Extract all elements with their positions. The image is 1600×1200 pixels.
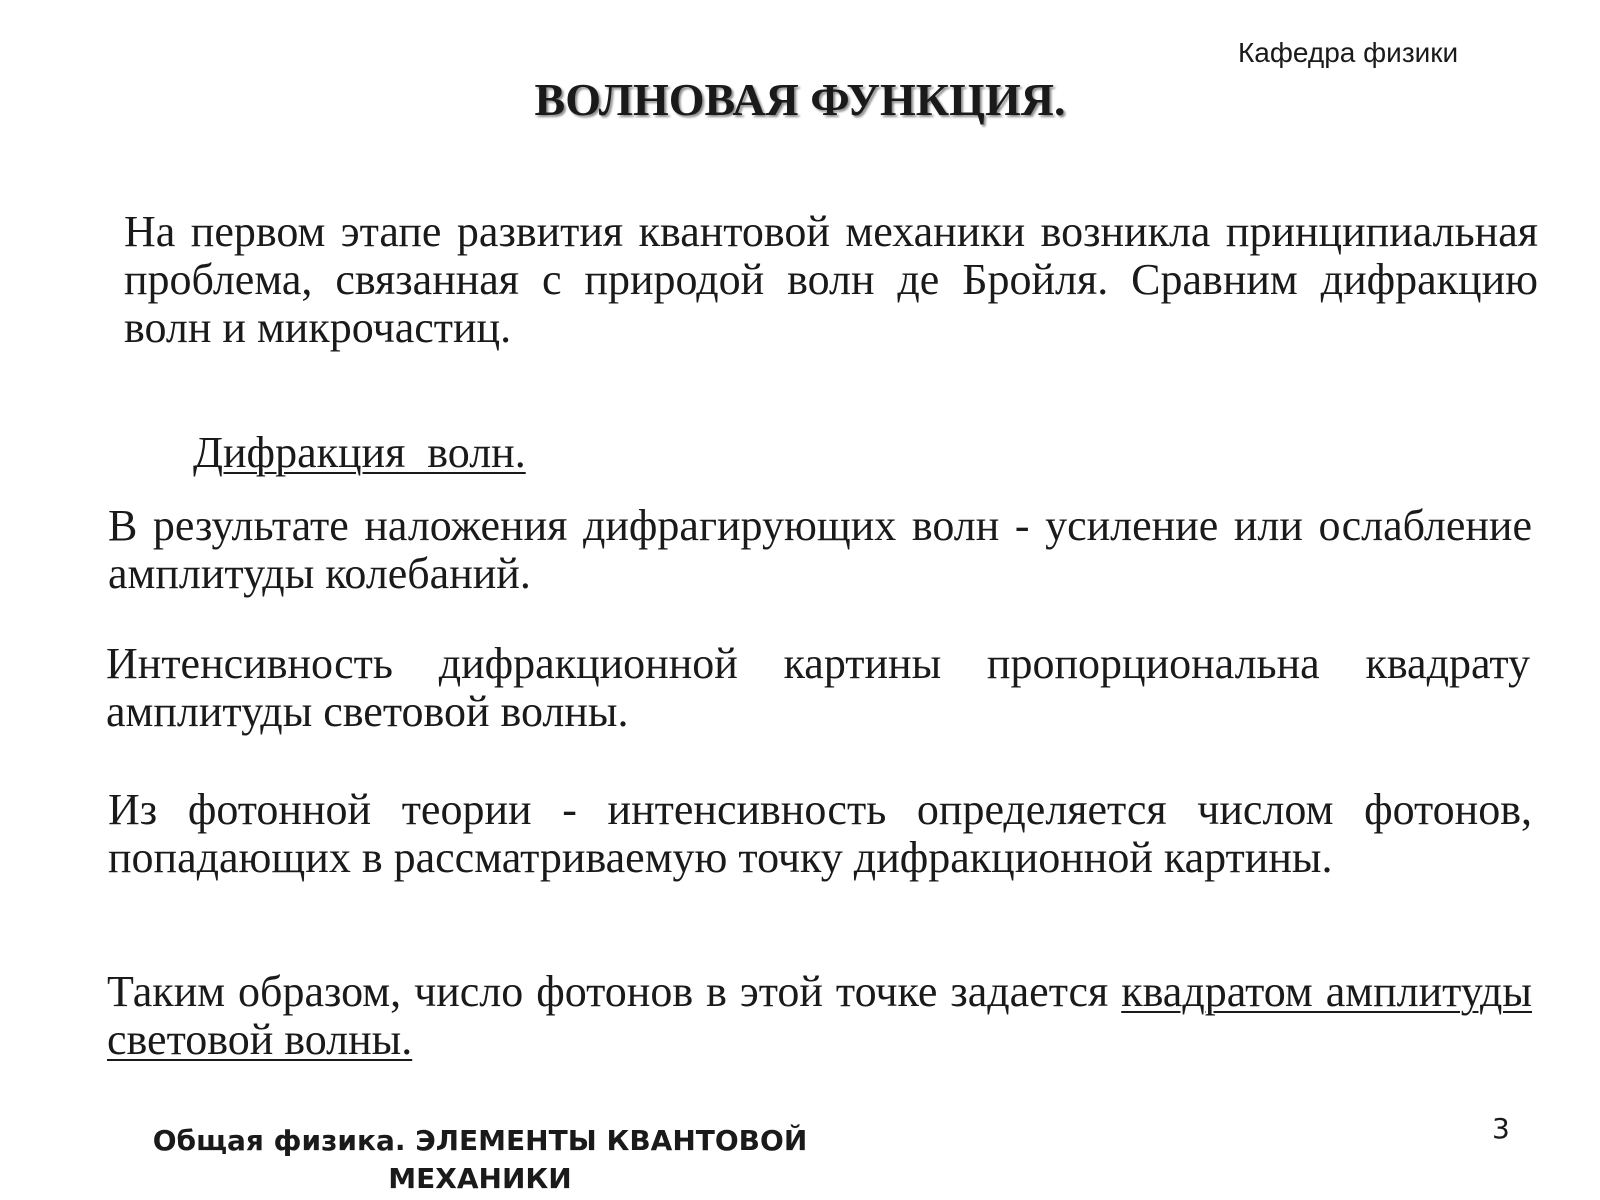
conclusion-text: Таким образом, число фотонов в этой точке задается bbox=[107, 967, 1122, 1016]
conclusion-paragraph bbox=[107, 968, 1532, 1064]
conclusion-emphasis: квадратом амплитуды световой волны. bbox=[107, 967, 1532, 1064]
intro-paragraph: На первом этапе развития квантовой механики возникла принципиальная проблема, связанная с природой волн де Бройля. Сравним дифракцию волн и микрочастиц. bbox=[124, 207, 1538, 352]
section-subheading: Дифракция волн. bbox=[193, 428, 526, 477]
intensity-paragraph: Интенсивность дифракционной картины пропорциональна квадрату амплитуды световой волны. bbox=[106, 639, 1530, 736]
page-number: 3 bbox=[1492, 1112, 1510, 1145]
footer-line-2: МЕХАНИКИ bbox=[388, 1162, 572, 1195]
slide-title: ВОЛНОВАЯ ФУНКЦИЯ. bbox=[534, 74, 1066, 125]
superposition-paragraph: В результате наложения дифрагирующих волн - усиление или ослабление амплитуды колебаний. bbox=[108, 501, 1532, 598]
department-label: Кафедра физики bbox=[1238, 37, 1459, 68]
photon-theory-paragraph: Из фотонной теории - интенсивность определяется числом фотонов, попадающих в рассматриваемую точку дифракционной картины. bbox=[108, 785, 1532, 882]
footer-course-title bbox=[150, 1122, 810, 1198]
footer-line-1: Общая физика. ЭЛЕМЕНТЫ КВАНТОВОЙ bbox=[152, 1124, 808, 1157]
